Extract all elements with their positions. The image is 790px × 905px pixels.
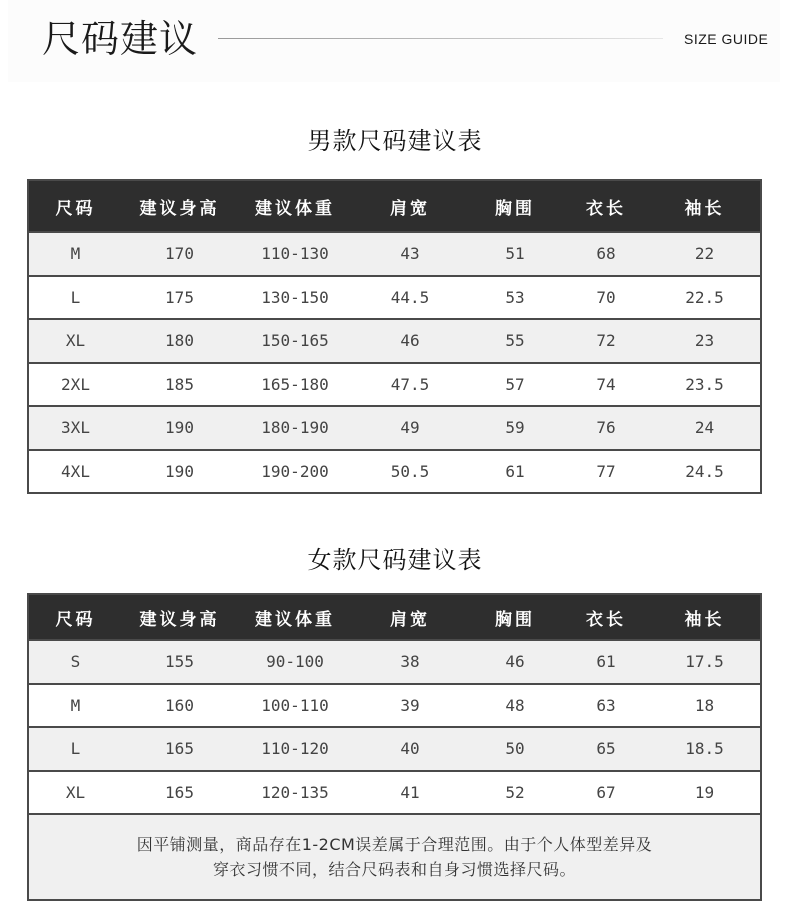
cell-chest: 57 <box>467 363 563 407</box>
measurement-note <box>28 814 761 900</box>
size-guide-label: SIZE GUIDE <box>684 31 769 47</box>
cell-size: 4XL <box>28 450 122 494</box>
note-line-2: 穿衣习惯不同，结合尺码表和自身习惯选择尺码。 <box>212 860 576 879</box>
column-header-shoulder: 肩宽 <box>353 594 467 640</box>
table-row <box>28 319 761 363</box>
cell-size: L <box>28 276 122 320</box>
top-header <box>8 0 780 82</box>
cell-length: 76 <box>563 406 649 450</box>
column-header-size: 尺码 <box>28 180 122 232</box>
cell-size: L <box>28 727 122 771</box>
page-title: 尺码建议 <box>42 17 199 61</box>
cell-size: 3XL <box>28 406 122 450</box>
cell-weight: 190-200 <box>237 450 353 494</box>
column-header-weight: 建议体重 <box>237 180 353 232</box>
note-line-1: 因平铺测量，商品存在1-2CM误差属于合理范围。由于个人体型差异及 <box>136 835 653 854</box>
cell-length: 61 <box>563 640 649 684</box>
table-row <box>28 363 761 407</box>
cell-size: M <box>28 232 122 276</box>
cell-length: 68 <box>563 232 649 276</box>
cell-shoulder: 47.5 <box>353 363 467 407</box>
cell-length: 70 <box>563 276 649 320</box>
cell-chest: 48 <box>467 684 563 728</box>
cell-chest: 52 <box>467 771 563 815</box>
cell-size: XL <box>28 771 122 815</box>
table-row <box>28 450 761 494</box>
cell-length: 77 <box>563 450 649 494</box>
note-row <box>28 814 761 900</box>
table-header-row <box>28 594 761 640</box>
cell-weight: 100-110 <box>237 684 353 728</box>
cell-chest: 51 <box>467 232 563 276</box>
cell-height: 165 <box>122 771 237 815</box>
cell-shoulder: 38 <box>353 640 467 684</box>
cell-weight: 90-100 <box>237 640 353 684</box>
column-header-sleeve: 袖长 <box>649 180 761 232</box>
header-divider <box>218 38 663 39</box>
cell-shoulder: 50.5 <box>353 450 467 494</box>
cell-weight: 180-190 <box>237 406 353 450</box>
cell-length: 74 <box>563 363 649 407</box>
cell-weight: 150-165 <box>237 319 353 363</box>
column-header-weight: 建议体重 <box>237 594 353 640</box>
cell-sleeve: 23 <box>649 319 761 363</box>
cell-size: XL <box>28 319 122 363</box>
cell-height: 185 <box>122 363 237 407</box>
cell-sleeve: 18 <box>649 684 761 728</box>
cell-sleeve: 17.5 <box>649 640 761 684</box>
cell-shoulder: 46 <box>353 319 467 363</box>
cell-height: 180 <box>122 319 237 363</box>
cell-shoulder: 43 <box>353 232 467 276</box>
table-row <box>28 406 761 450</box>
table-row <box>28 684 761 728</box>
cell-size: S <box>28 640 122 684</box>
table-row <box>28 232 761 276</box>
cell-sleeve: 22 <box>649 232 761 276</box>
women-size-table <box>27 593 762 901</box>
cell-sleeve: 22.5 <box>649 276 761 320</box>
women-table-title: 女款尺码建议表 <box>307 546 483 574</box>
cell-weight: 110-130 <box>237 232 353 276</box>
cell-chest: 53 <box>467 276 563 320</box>
column-header-length: 衣长 <box>563 180 649 232</box>
cell-height: 170 <box>122 232 237 276</box>
table-row <box>28 276 761 320</box>
cell-weight: 165-180 <box>237 363 353 407</box>
column-header-chest: 胸围 <box>467 180 563 232</box>
column-header-height: 建议身高 <box>122 180 237 232</box>
table-header-row <box>28 180 761 232</box>
column-header-height: 建议身高 <box>122 594 237 640</box>
column-header-size: 尺码 <box>28 594 122 640</box>
table-row <box>28 727 761 771</box>
cell-shoulder: 40 <box>353 727 467 771</box>
cell-length: 63 <box>563 684 649 728</box>
column-header-shoulder: 肩宽 <box>353 180 467 232</box>
table-row <box>28 640 761 684</box>
cell-chest: 61 <box>467 450 563 494</box>
cell-chest: 50 <box>467 727 563 771</box>
cell-height: 190 <box>122 450 237 494</box>
cell-height: 175 <box>122 276 237 320</box>
cell-shoulder: 39 <box>353 684 467 728</box>
cell-height: 155 <box>122 640 237 684</box>
cell-sleeve: 19 <box>649 771 761 815</box>
cell-shoulder: 49 <box>353 406 467 450</box>
cell-size: M <box>28 684 122 728</box>
cell-shoulder: 44.5 <box>353 276 467 320</box>
men-table-title: 男款尺码建议表 <box>307 127 483 155</box>
cell-weight: 110-120 <box>237 727 353 771</box>
cell-length: 65 <box>563 727 649 771</box>
table-row <box>28 771 761 815</box>
cell-height: 165 <box>122 727 237 771</box>
cell-height: 190 <box>122 406 237 450</box>
cell-chest: 55 <box>467 319 563 363</box>
cell-chest: 59 <box>467 406 563 450</box>
column-header-length: 衣长 <box>563 594 649 640</box>
cell-sleeve: 24 <box>649 406 761 450</box>
cell-shoulder: 41 <box>353 771 467 815</box>
column-header-sleeve: 袖长 <box>649 594 761 640</box>
cell-chest: 46 <box>467 640 563 684</box>
cell-height: 160 <box>122 684 237 728</box>
men-size-table <box>27 179 762 494</box>
column-header-chest: 胸围 <box>467 594 563 640</box>
cell-weight: 120-135 <box>237 771 353 815</box>
cell-length: 72 <box>563 319 649 363</box>
cell-weight: 130-150 <box>237 276 353 320</box>
cell-size: 2XL <box>28 363 122 407</box>
cell-length: 67 <box>563 771 649 815</box>
cell-sleeve: 24.5 <box>649 450 761 494</box>
cell-sleeve: 23.5 <box>649 363 761 407</box>
cell-sleeve: 18.5 <box>649 727 761 771</box>
